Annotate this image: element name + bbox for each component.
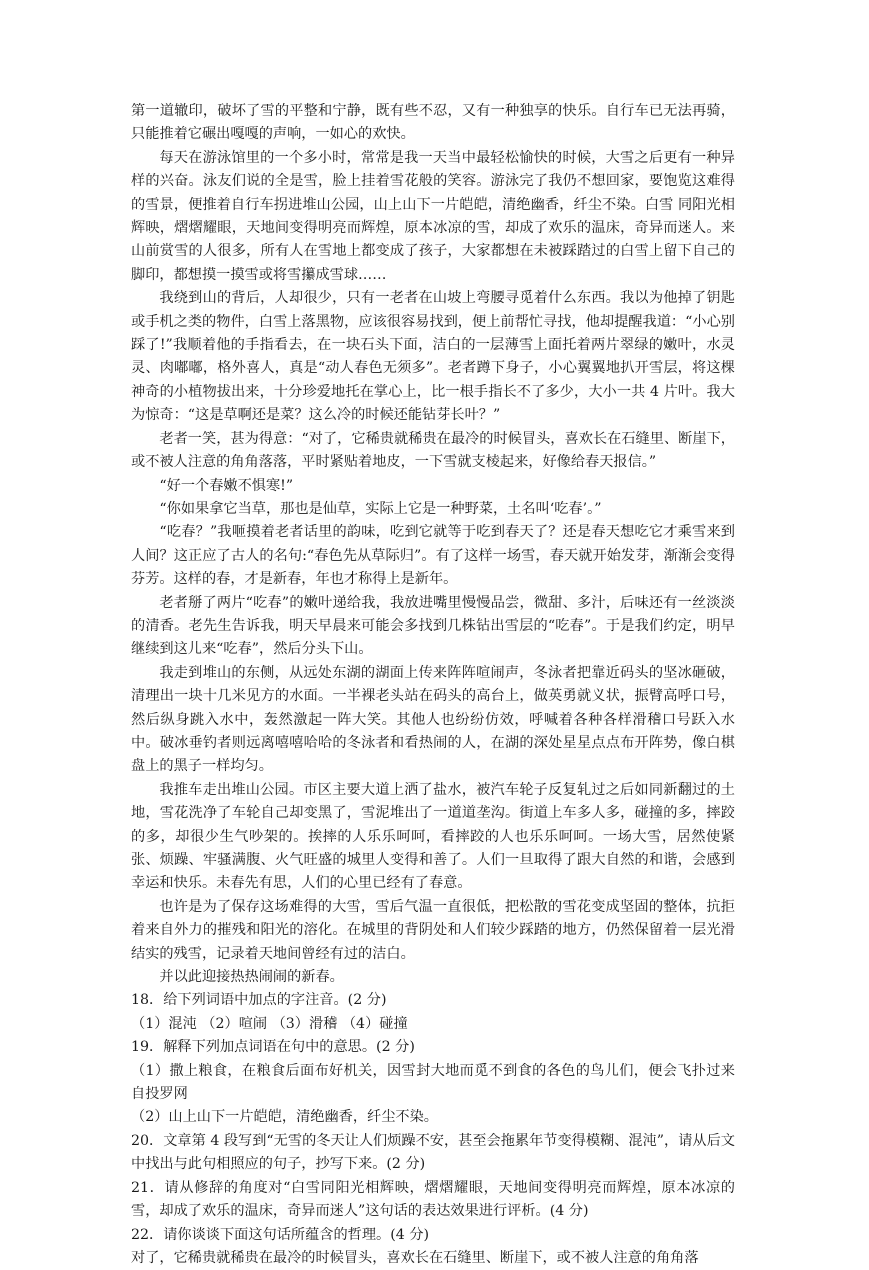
paragraph-4: 老者一笑，甚为得意：“对了，它稀贵就稀贵在最冷的时候冒头，喜欢长在石缝里、断崖下，或不被人注意的角角落落，平时紧贴着地皮，一下雪就支棱起来，好像给春天报信。” [131, 430, 735, 471]
paragraph-6: “你如果拿它当草，那也是仙草，实际上它是一种野菜，土名叫‘吃春’。” [159, 500, 602, 517]
question-18: 18．给下列词语中加点的字注音。(2 分) [131, 992, 387, 1009]
question-20: 20．文章第 4 段写到“无雪的冬天让人们烦躁不安，甚至会拖累年节变得模糊、混沌”，请从后文中找出与此句相照应的句子，抄写下来。(2 分) [131, 1132, 735, 1173]
question-18-items: （1）混沌 （2）喧闹 （3）滑稽 （4）碰撞 [131, 1015, 408, 1032]
paragraph-3: 我绕到山的背后，人却很少，只有一老者在山坡上弯腰寻觅着什么东西。我以为他掉了钥匙或手机之类的物件，白雪上落黑物，应该很容易找到，便上前帮忙寻找，他却提醒我道：“小心别踩了!”我顺着他的手指看去，在一块石头下面，洁白的一层薄雪上面托着两片翠绿的嫩叶，水灵灵、肉嘟嘟，格外喜人，真是“动人春色无须多”。老者蹲下身子，小心翼翼地扒开雪层，将这棵神奇的小植物拔出来，十分珍爱地托在掌心上，比一根手指长不了多少，大小一共 4 片叶。我大为惊奇：“这是草啊还是菜？这么冷的时候还能钻芽长叶？” [131, 290, 735, 424]
paragraph-10: 我推车走出堆山公园。市区主要大道上洒了盐水，被汽车轮子反复轧过之后如同新翻过的土地，雪花洗净了车轮自己却变黑了，雪泥堆出了一道道垄沟。街道上车多人多，碰撞的多，摔跤的多，却很少生气吵架的。挨摔的人乐乐呵呵，看摔跤的人也乐乐呵呵。一场大雪，居然使紧张、烦躁、牢骚满腹、火气旺盛的城里人变得和善了。人们一旦取得了跟大自然的和谐，会感到幸运和快乐。未春先有思，人们的心里已经有了春意。 [131, 781, 735, 892]
question-19-item-2: （2）山上山下一片皑皑，清绝幽香，纤尘不染。 [131, 1109, 438, 1126]
paragraph-7: “吃春？”我咂摸着老者话里的韵味，吃到它就等于吃到春天了？还是春天想吃它才乘雪来到人间？这正应了古人的名句:“春色先从草际归”。有了这样一场雪，春天就开始发芽，渐渐会变得芬芳。这样的春，才是新春，年也才称得上是新年。 [131, 524, 735, 588]
paragraph-12: 并以此迎接热热闹闹的新春。 [159, 969, 344, 986]
question-22: 22．请你谈谈下面这句话所蕴含的哲理。(4 分) [131, 1226, 430, 1243]
paragraph-9: 我走到堆山的东侧，从远处东湖的湖面上传来阵阵喧闹声，冬泳者把靠近码头的坚冰砸破，清理出一块十几米见方的水面。一半裸老头站在码头的高台上，做英勇就义状，振臂高呼口号，然后纵身跳入水中，轰然激起一阵大笑。其他人也纷纷仿效，呼喊着各种各样滑稽口号跃入水中。破冰垂钓者则远离嘻嘻哈哈的冬泳者和看热闹的人，在湖的深处星星点点布开阵势，像白棋盘上的黑子一样均匀。 [131, 664, 735, 775]
paragraph-5: “好一个春嫩不惧寒!” [159, 477, 294, 494]
question-21: 21．请从修辞的角度对“白雪同阳光相辉映，熠熠耀眼，天地间变得明亮而辉煌，原本冰凉的雪，却成了欢乐的温床，奇异而迷人”这句话的表达效果进行评析。(4 分) [131, 1179, 735, 1220]
paragraph-1: 第一道辙印，破坏了雪的平整和宁静，既有些不忍，又有一种独享的快乐。自行车已无法再骑，只能推着它碾出嘎嘎的声响，一如心的欢快。 [131, 103, 735, 143]
paragraph-8: 老者掰了两片“吃春”的嫩叶递给我，我放进嘴里慢慢品尝，微甜、多汁，后味还有一丝淡淡的清香。老先生告诉我，明天早晨来可能会多找到几株钻出雪层的“吃春”。于是我们约定，明早继续到这儿来“吃春”，然后分头下山。 [131, 594, 735, 658]
paragraph-11: 也许是为了保存这场难得的大雪，雪后气温一直很低，把松散的雪花变成坚固的整体，抗拒着来自外力的摧残和阳光的溶化。在城里的背阴处和人们较少踩踏的地方，仍然保留着一层光滑结实的残雪，记录着天地间曾经有过的洁白。 [131, 898, 735, 962]
question-22-quote: 对了，它稀贵就稀贵在最冷的时候冒头，喜欢长在石缝里、断崖下，或不被人注意的角角落 [131, 1249, 699, 1266]
question-19: 19．解释下列加点词语在句中的意思。(2 分) [131, 1039, 415, 1056]
document-page [131, 100, 735, 1270]
paragraph-2: 每天在游泳馆里的一个多小时，常常是我一天当中最轻松愉快的时候，大雪之后更有一种异样的兴奋。泳友们说的全是雪，脸上挂着雪花般的笑容。游泳完了我仍不想回家，要饱览这难得的雪景，便推着自行车拐进堆山公园，山上山下一片皑皑，清绝幽香，纤尘不染。白雪 同阳光相辉映，熠熠耀眼，天地间变得明亮而辉煌，原本冰凉的雪，却成了欢乐的温床，奇异而迷人。来山前赏雪的人很多，所有人在雪地上都变成了孩子，大家都想在未被踩踏过的白雪上留下自己的脚印，都想摸一摸雪或将雪攥成雪球…… [131, 149, 735, 283]
question-19-item-1: （1）撒上粮食，在粮食后面布好机关，因雪封大地而觅不到食的各色的鸟儿们，便会飞扑过来自投罗网 [131, 1062, 735, 1103]
